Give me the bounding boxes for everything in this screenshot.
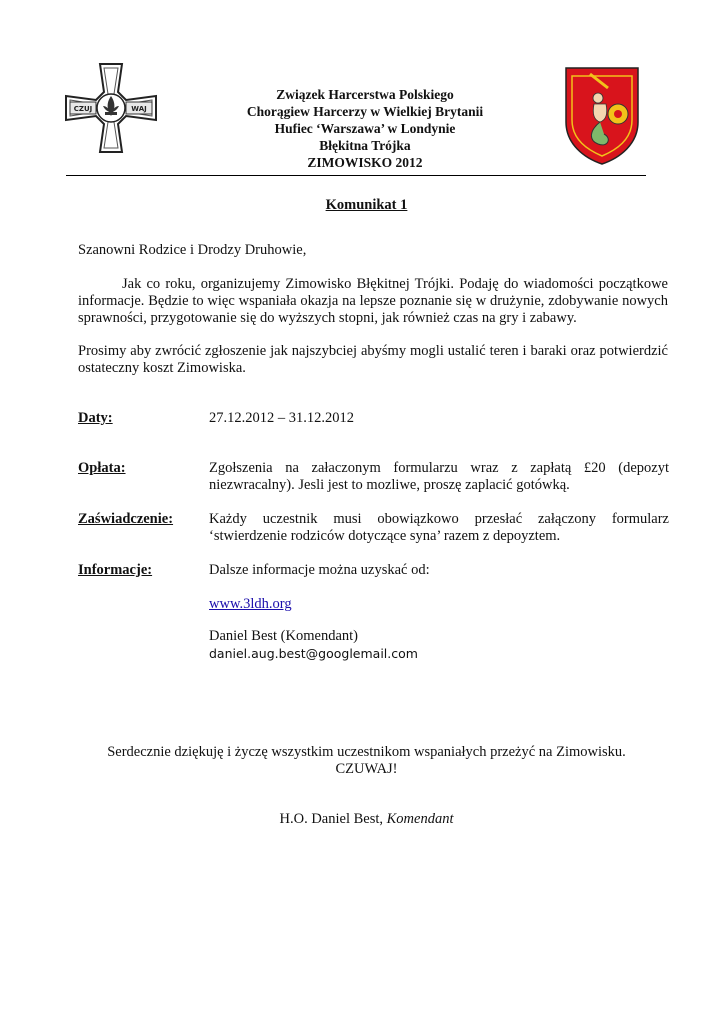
header-line-3: Hufiec ‘Warszawa’ w Londynie — [274, 121, 456, 136]
header-line-2: Chorągiew Harcerzy w Wielkiej Brytanii — [246, 104, 484, 119]
header-line-5: ZIMOWISKO 2012 — [307, 155, 423, 170]
request-paragraph: Prosimy aby zwrócić zgłoszenie jak najszybciej abyśmy mogli ustalić teren i baraki oraz potwierdzić ostateczny koszt Zimowiska. — [78, 343, 668, 376]
cross-right-text: WAJ — [131, 105, 147, 113]
certificate-label: Zaświadczenie: — [78, 511, 174, 527]
closing-thanks: Serdecznie dziękuję i życzę wszystkim uczestnikom wspaniałych przeżyć na Zimowisku. — [107, 744, 626, 760]
header-line-1: Związek Harcerstwa Polskiego — [276, 87, 454, 102]
certificate-value: Każdy uczestnik musi obowiązkowo przesłać załączony formularz ‘stwierdzenie rodziców dotyczące syna’ razem z depoyztem. — [209, 511, 669, 544]
closing-czuwaj: CZUWAJ! — [335, 761, 398, 777]
dates-label: Daty: — [78, 410, 113, 426]
harcerski-cross-logo — [62, 60, 160, 156]
contact-name: Daniel Best (Komendant) — [209, 628, 358, 644]
intro-paragraph: Jak co roku, organizujemy Zimowisko Błękitnej Trójki. Podaję do wiadomości początkowe informacje. Będzie to więc wspaniała okazja na lepsze poznanie się w drużynie, zdobywanie nowych sprawności, przygotowanie się do wyższych stopni, jak również czas na gry i zabawy. — [78, 276, 668, 326]
fee-value: Zgołszenia na załaczonym formularzu wraz z zapłatą £20 (depozyt niezwracalny). Jesli jest to mozliwe, proszę zaplacić gotówką. — [209, 460, 669, 493]
fee-label: Opłata: — [78, 460, 126, 476]
dates-value: 27.12.2012 – 31.12.2012 — [209, 410, 354, 426]
header-line-4: Błękitna Trójka — [319, 138, 411, 153]
information-value: Dalsze informacje można uzyskać od: — [209, 562, 430, 578]
document-title: Komunikat 1 — [325, 197, 408, 213]
signature-name: H.O. Daniel Best, — [279, 811, 387, 827]
organization-header — [200, 86, 530, 171]
signature — [0, 811, 725, 828]
greeting: Szanowni Rodzice i Drodzy Druhowie, — [78, 242, 307, 258]
information-label: Informacje: — [78, 562, 153, 578]
syrenka-shield-icon — [560, 62, 644, 166]
signature-role: Komendant — [386, 811, 454, 827]
cross-left-text: CZUJ — [73, 105, 93, 113]
warsaw-coat-of-arms-logo — [560, 62, 644, 166]
header-divider — [66, 175, 646, 176]
harcerski-cross-icon — [62, 60, 160, 156]
contact-email: daniel.aug.best@googlemail.com — [209, 646, 418, 661]
website-link[interactable]: www.3ldh.org — [209, 596, 292, 612]
